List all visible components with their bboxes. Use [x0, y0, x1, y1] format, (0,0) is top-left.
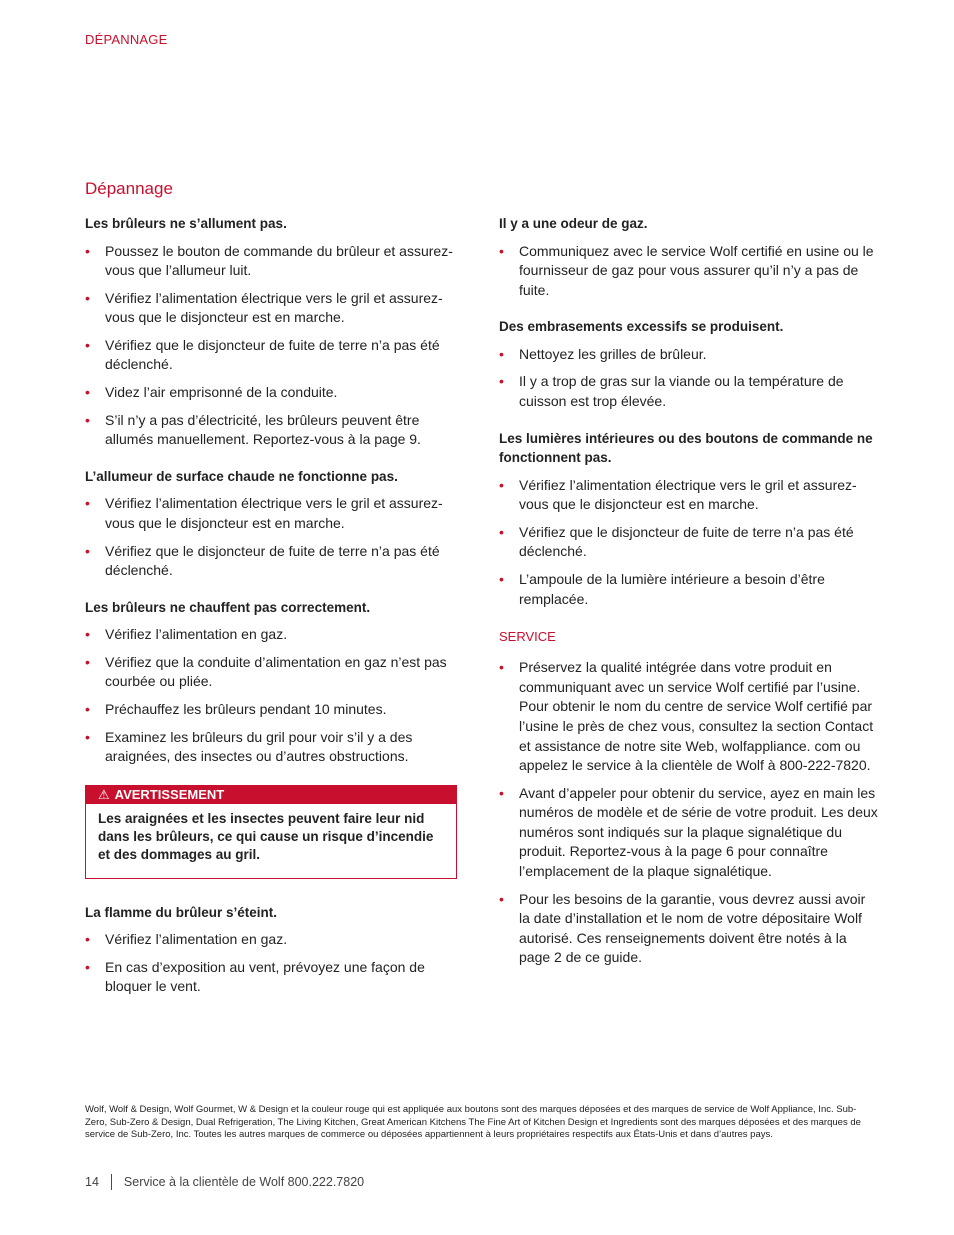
list-item-text: S’il n’y a pas d’électricité, les brûleurs peuvent être allumés manuellement. Reportez-vous à la page 9.: [105, 411, 421, 448]
troubleshooting-block: [499, 214, 879, 300]
bullet-icon: •: [499, 345, 504, 362]
list-item: [499, 372, 879, 411]
problem-heading: Des embrasements excessifs se produisent.: [499, 319, 784, 335]
troubleshooting-block: [85, 598, 457, 767]
list-item: [85, 653, 457, 692]
footer-divider: [111, 1174, 112, 1190]
warning-box: [85, 785, 457, 879]
problem-heading: La flamme du brûleur s’éteint.: [85, 904, 278, 920]
section-title: Dépannage: [85, 179, 173, 198]
list-item-text: Poussez le bouton de commande du brûleur et assurez-vous que l’allumeur luit.: [105, 242, 453, 279]
list-item-text: Il y a trop de gras sur la viande ou la température de cuisson est trop élevée.: [519, 373, 844, 409]
right-troubleshooting-list: [499, 214, 879, 609]
list-item: [499, 242, 879, 301]
list-item-text: Vérifiez l’alimentation électrique vers le gril et assurez-vous que le disjoncteur est en marche.: [105, 289, 443, 326]
list-item-text: Vérifiez l’alimentation électrique vers le gril et assurez-vous que le disjoncteur est en marche.: [519, 476, 857, 513]
troubleshooting-block: [499, 429, 879, 610]
list-item: [499, 784, 879, 882]
list-item: [499, 523, 879, 562]
troubleshooting-block: [85, 903, 457, 997]
footer-text: Service à la clientèle de Wolf 800.222.7820: [123, 1175, 365, 1189]
list-item: [499, 890, 879, 968]
bullet-icon: •: [85, 495, 90, 512]
list-item: [85, 336, 457, 375]
problem-heading: Les lumières intérieures ou des boutons de commande ne fonctionnent pas.: [499, 430, 873, 466]
list-item: [85, 930, 457, 950]
trademark-footnote: Wolf, Wolf & Design, Wolf Gourmet, W & Design et la couleur rouge qui est appliquée aux boutons sont des marques déposées et des marques de service de Wolf Appliance, Inc. Sub-Zero, Sub-Zero & Design, Dual Refrigeration, The Living Kitchen, Great American Kitchens The Fine Art of Kitchen Design et Ingredients sont des marques déposées et des marques de service de Sub-Zero, Inc. Toutes les autres marques de commerce ou déposées appartiennent à leurs propriétaires respectifs aux États-Unis et dans d’autres pays.: [85, 1104, 861, 1141]
bullet-icon: •: [499, 476, 504, 493]
solution-list: [85, 242, 457, 450]
solution-list: [85, 625, 457, 767]
warning-triangle-icon: ⚠: [98, 786, 110, 802]
list-item-text: Vérifiez que le disjoncteur de fuite de terre n’a pas été déclenché.: [105, 542, 440, 579]
list-item: [85, 625, 457, 645]
bullet-icon: •: [85, 958, 90, 975]
solution-list: [499, 242, 879, 301]
list-item-text: Vérifiez l’alimentation en gaz.: [105, 931, 288, 948]
solution-list: [85, 930, 457, 997]
list-item: [85, 242, 457, 281]
list-item: [85, 728, 457, 767]
problem-heading: Les brûleurs ne chauffent pas correctement.: [85, 599, 371, 615]
warning-title: AVERTISSEMENT: [114, 786, 225, 802]
list-item-text: Examinez les brûleurs du gril pour voir s’il y a des araignées, des insectes ou d’autres obstructions.: [105, 728, 413, 765]
header-label: DÉPANNAGE: [85, 32, 168, 47]
troubleshooting-block: [499, 317, 879, 411]
list-item-text: Communiquez avec le service Wolf certifié en usine ou le fournisseur de gaz pour vous assurer qu’il n’y a pas de fuite.: [519, 242, 874, 298]
list-item-text: Avant d’appeler pour obtenir du service, ayez en main les numéros de modèle et de série de votre produit. Les deux numéros sont indiqués sur la plaque signalétique du produit. Reportez-vous à la page 6 pour connaître l’emplacement de la plaque signalétique.: [519, 784, 878, 880]
list-item-text: Préservez la qualité intégrée dans votre produit en communiquant avec un service Wolf certifié par l’usine. Pour obtenir le nom du centre de service Wolf certifié par l’usine le près de chez vous, consultez la section Contact et assistance de notre site Web, wolfappliance. com ou appelez le service à la clientèle de Wolf à 800-222-7820.: [519, 659, 874, 774]
list-item: [85, 494, 457, 533]
solution-list: [499, 345, 879, 412]
list-item: [499, 658, 879, 776]
bullet-icon: •: [499, 242, 504, 259]
bullet-icon: •: [85, 626, 90, 643]
left-troubleshooting-list: [85, 214, 457, 767]
bullet-icon: •: [85, 542, 90, 559]
list-item-text: Préchauffez les brûleurs pendant 10 minutes.: [105, 701, 387, 717]
warning-text: Les araignées et les insectes peuvent faire leur nid dans les brûleurs, ce qui cause un risque d’incendie et des dommages au gril.: [98, 810, 434, 862]
list-item: [85, 411, 457, 450]
bullet-icon: •: [499, 373, 504, 390]
list-item-text: Vérifiez que le disjoncteur de fuite de terre n’a pas été déclenché.: [105, 336, 440, 373]
list-item: [499, 345, 879, 365]
bullet-icon: •: [85, 653, 90, 670]
bullet-icon: •: [499, 570, 504, 587]
bullet-icon: •: [85, 336, 90, 353]
list-item-text: Vérifiez que le disjoncteur de fuite de terre n’a pas été déclenché.: [519, 523, 854, 560]
list-item: [499, 476, 879, 515]
bullet-icon: •: [85, 411, 90, 428]
problem-heading: L’allumeur de surface chaude ne fonctionne pas.: [85, 468, 398, 484]
page-number: 14: [85, 1175, 99, 1189]
list-item-text: Vérifiez l’alimentation électrique vers le gril et assurez-vous que le disjoncteur est en marche.: [105, 495, 443, 531]
problem-heading: Les brûleurs ne s’allument pas.: [85, 216, 287, 231]
troubleshooting-block: [85, 467, 457, 581]
list-item: [85, 958, 457, 997]
list-item: [85, 289, 457, 328]
solution-list: [499, 476, 879, 610]
bullet-icon: •: [499, 890, 504, 907]
list-item-text: Pour les besoins de la garantie, vous devrez aussi avoir la date d’installation et le nom de votre dépositaire Wolf autorisé. Ces renseignements doivent être notés à la page 2 de ce guide.: [519, 890, 866, 966]
list-item: [85, 542, 457, 581]
list-item-text: Vérifiez que la conduite d’alimentation en gaz n’est pas courbée ou pliée.: [105, 653, 447, 690]
right-column: [499, 214, 879, 976]
list-item: [499, 570, 879, 609]
problem-heading: Il y a une odeur de gaz.: [499, 216, 648, 231]
bullet-icon: •: [85, 384, 90, 401]
bullet-icon: •: [499, 659, 504, 676]
bullet-icon: •: [85, 701, 90, 717]
troubleshooting-block: [85, 214, 457, 450]
solution-list: [85, 494, 457, 580]
list-item-text: Vérifiez l’alimentation en gaz.: [105, 626, 288, 643]
list-item-text: Nettoyez les grilles de brûleur.: [519, 345, 707, 362]
service-list: [499, 658, 879, 968]
left-column: [85, 214, 457, 1014]
left-troubleshooting-list-2: [85, 903, 457, 997]
list-item-text: L’ampoule de la lumière intérieure a besoin d’être remplacée.: [519, 570, 825, 607]
bullet-icon: •: [85, 728, 90, 745]
bullet-icon: •: [85, 242, 90, 259]
bullet-icon: •: [499, 784, 504, 801]
list-item-text: Videz l’air emprisonné de la conduite.: [105, 384, 338, 401]
bullet-icon: •: [85, 289, 90, 306]
list-item: [85, 383, 457, 403]
list-item-text: En cas d’exposition au vent, prévoyez une façon de bloquer le vent.: [105, 958, 425, 995]
list-item: [85, 700, 457, 720]
warning-header: [86, 786, 456, 804]
bullet-icon: •: [85, 931, 90, 948]
page-footer: [85, 1174, 364, 1190]
bullet-icon: •: [499, 523, 504, 540]
service-title: SERVICE: [499, 629, 556, 645]
